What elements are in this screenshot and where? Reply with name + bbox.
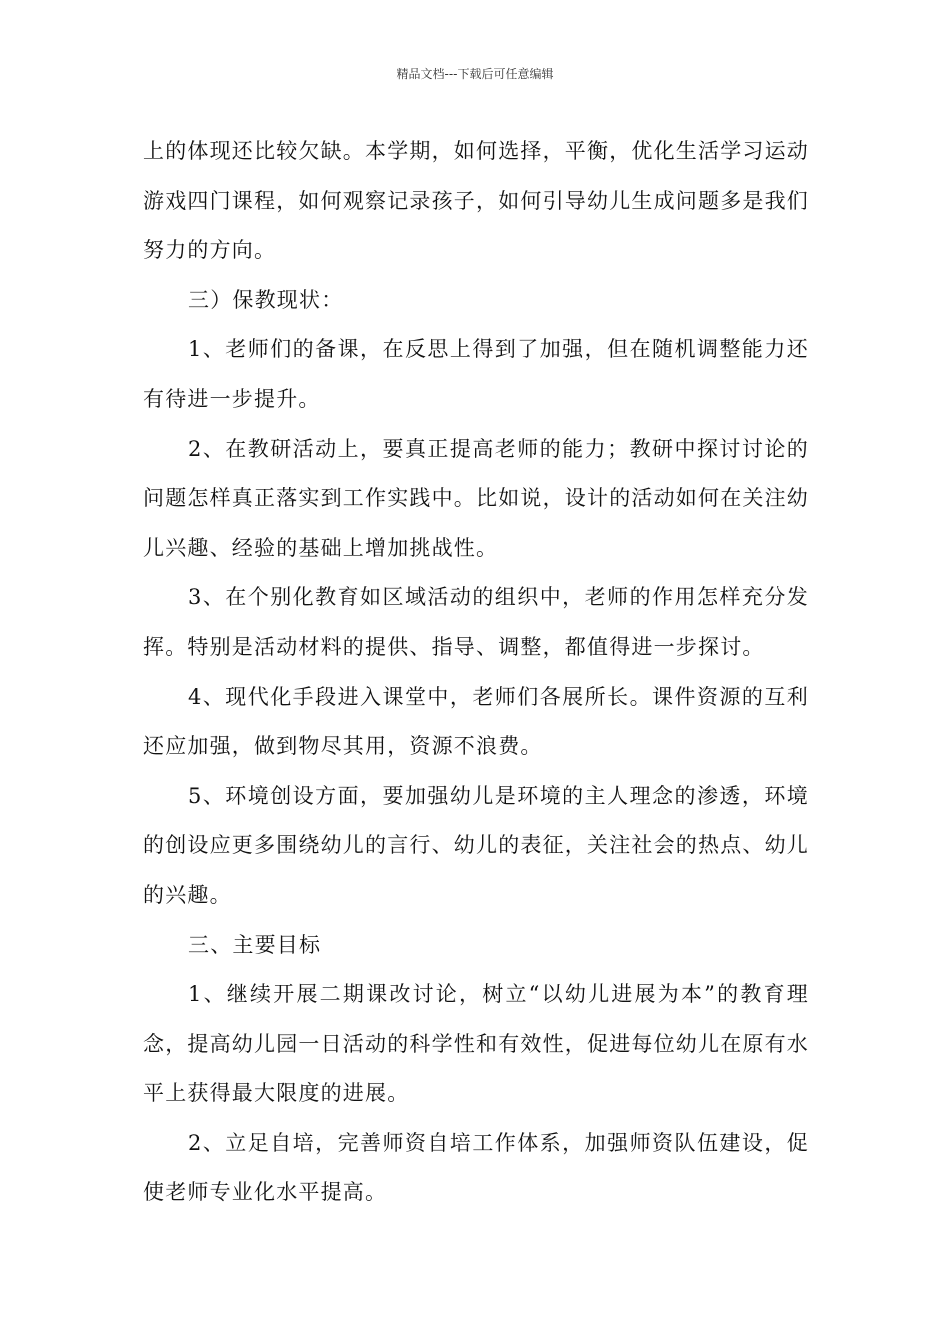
paragraph: 4、现代化手段进入课堂中，老师们各展所长。课件资源的互利还应加强，做到物尽其用，资源不浪费。 [143, 684, 809, 759]
paragraph: 5、环境创设方面，要加强幼儿是环境的主人理念的渗透，环境的创设应更多围绕幼儿的言行、幼儿的表征，关注社会的热点、幼儿的兴趣。 [143, 783, 809, 907]
paragraph: 3、在个别化教育如区域活动的组织中，老师的作用怎样充分发挥。特别是活动材料的提供、指导、调整，都值得进一步探讨。 [143, 585, 809, 659]
page-header: 精品文档---下载后可任意编辑 [396, 67, 554, 81]
paragraph: 上的体现还比较欠缺。本学期，如何选择，平衡，优化生活学习运动游戏四门课程，如何观察记录孩子，如何引导幼儿生成问题多是我们努力的方向。 [143, 139, 809, 263]
paragraph: 1、老师们的备课，在反思上得到了加强，但在随机调整能力还有待进一步提升。 [143, 337, 809, 411]
paragraph: 2、立足自培，完善师资自培工作体系，加强师资队伍建设，促使老师专业化水平提高。 [143, 1130, 809, 1205]
paragraph: 2、在教研活动上，要真正提高老师的能力；教研中探讨讨论的问题怎样真正落实到工作实践中。比如说，设计的活动如何在关注幼儿兴趣、经验的基础上增加挑战性。 [143, 436, 809, 560]
document-body [143, 127, 809, 1218]
section-heading: 三）保教现状： [188, 287, 344, 312]
section-heading: 三、主要目标 [188, 932, 322, 957]
paragraph: 1、继续开展二期课改讨论，树立“以幼儿进展为本”的教育理念，提高幼儿园一日活动的科学性和有效性，促进每位幼儿在原有水平上获得最大限度的进展。 [143, 982, 809, 1106]
